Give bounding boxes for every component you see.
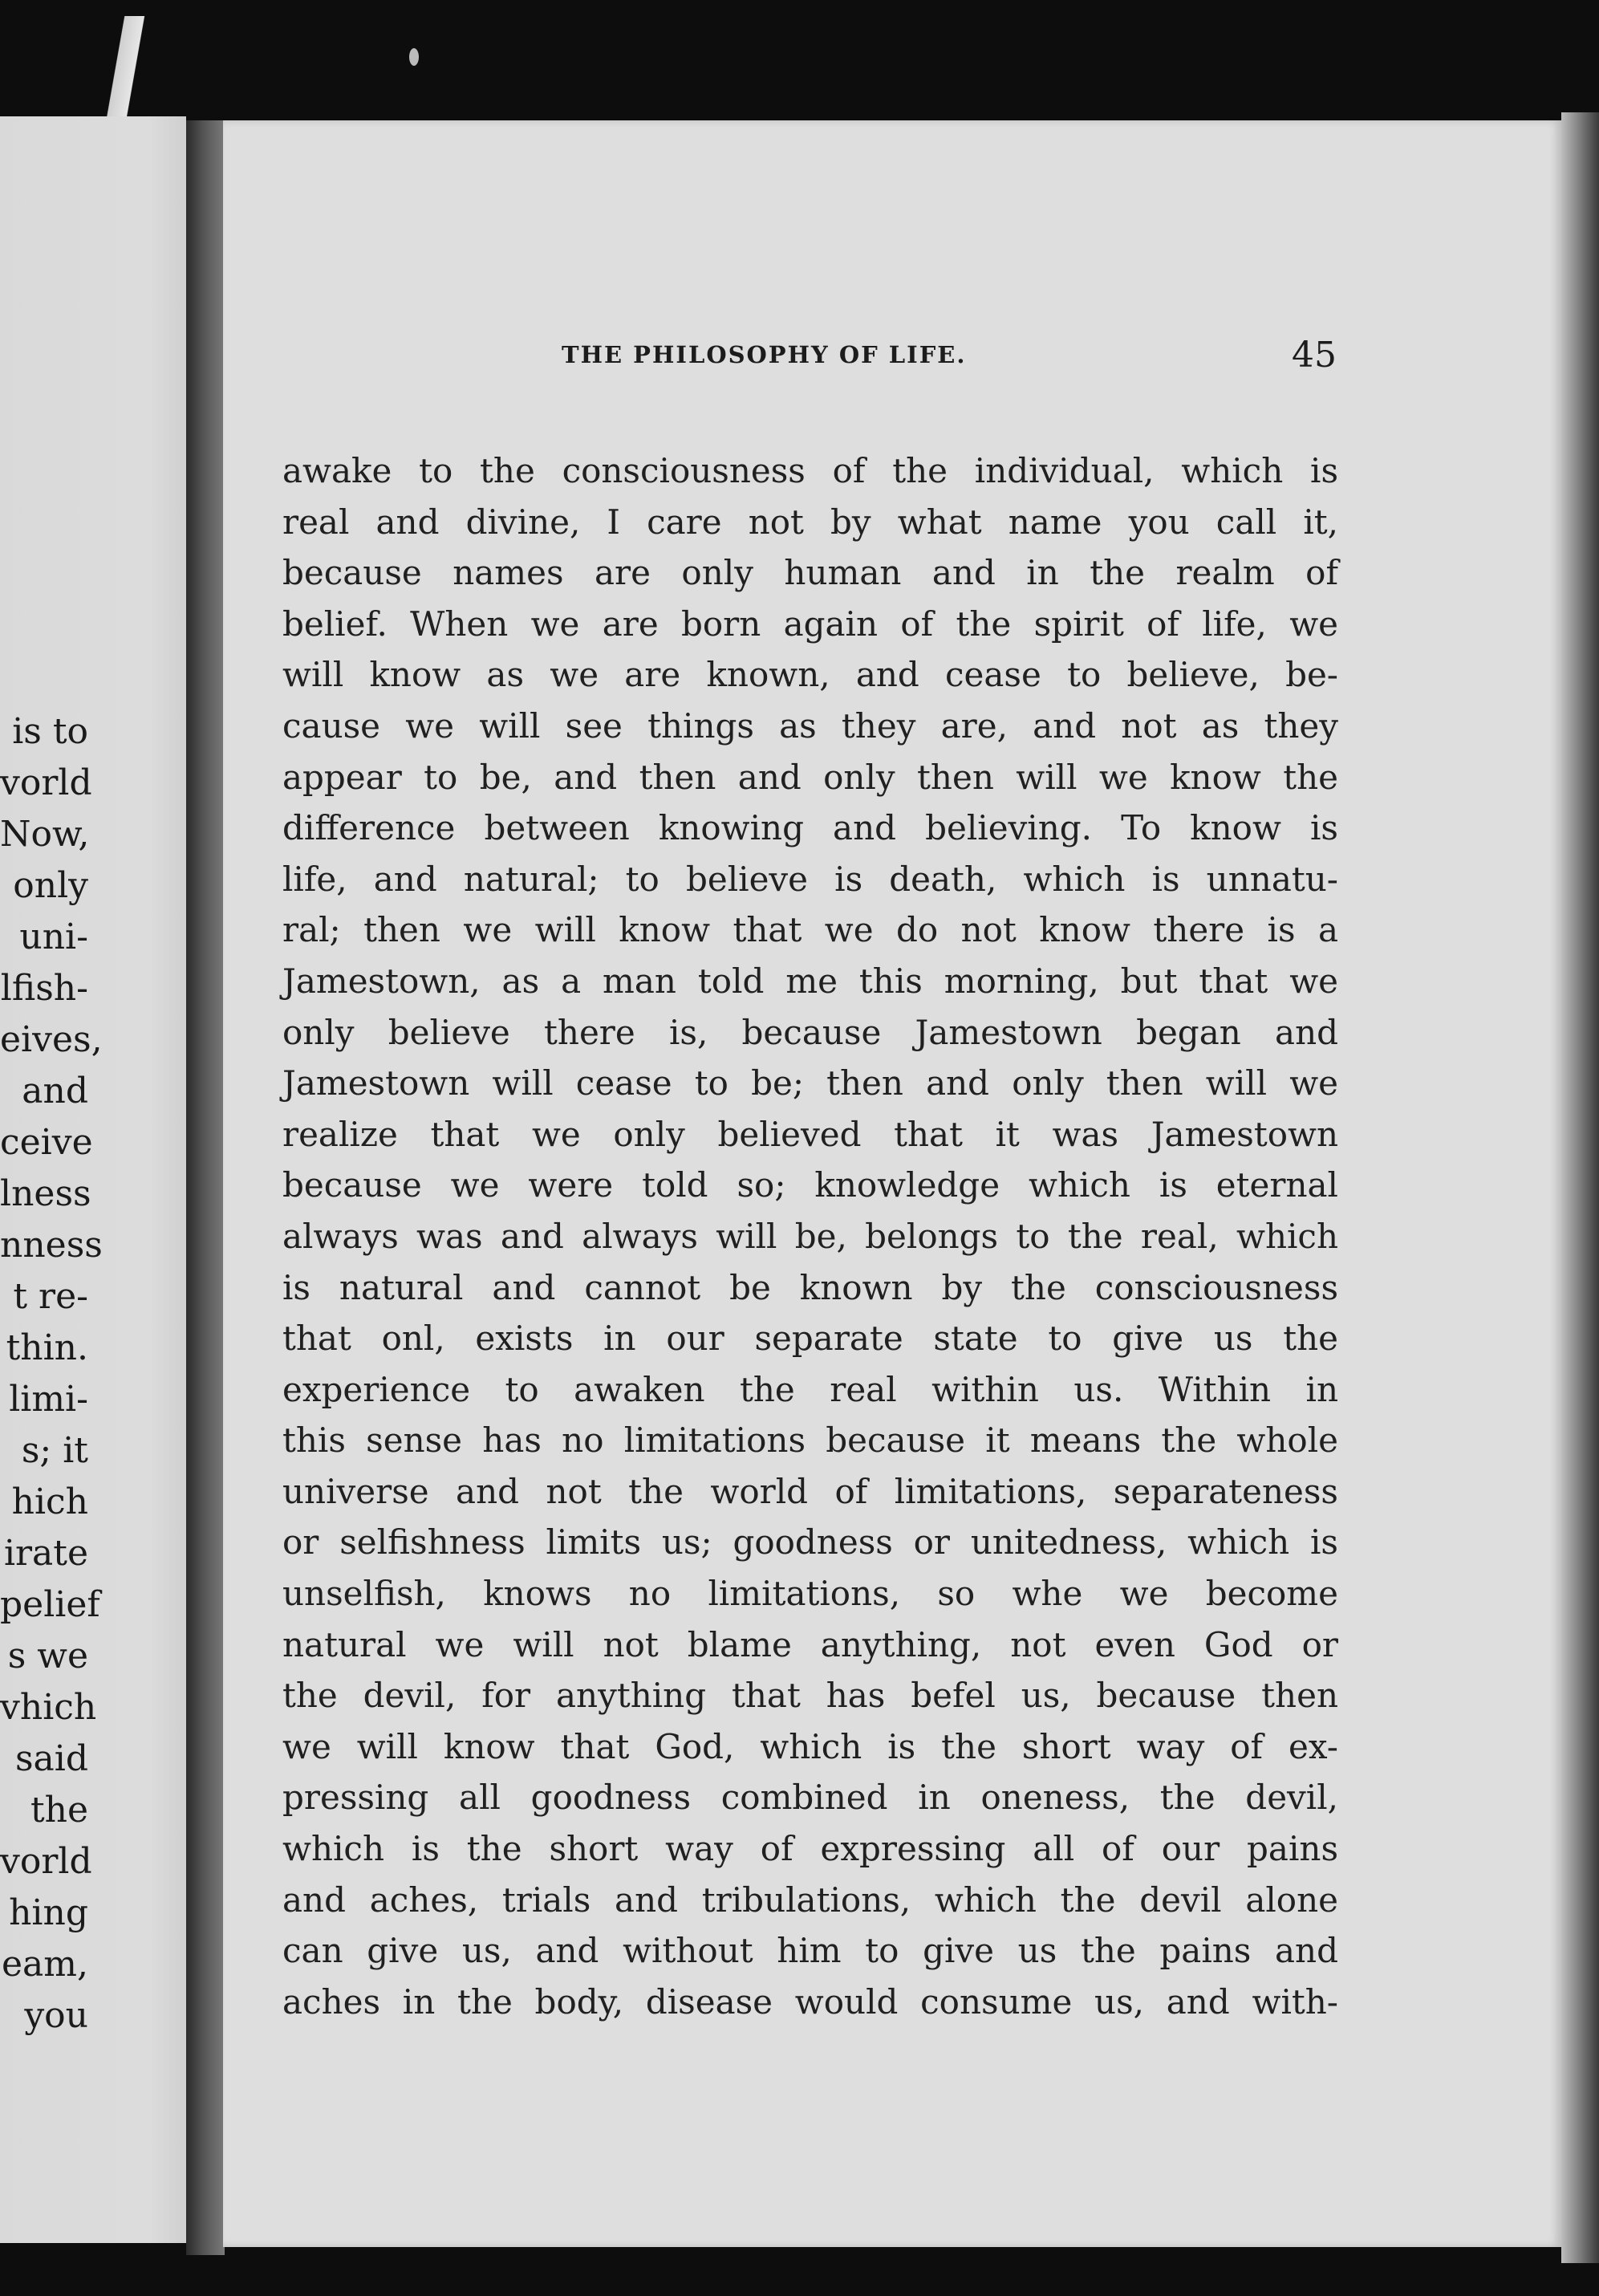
previous-page-line-fragment: is to — [12, 711, 88, 752]
text-line: is natural and cannot be known by the consciousness — [282, 1267, 1338, 1307]
page-body-text — [282, 445, 1338, 2027]
previous-page-line-fragment: and — [22, 1071, 88, 1111]
text-line: we will know that God, which is the short way of ex- — [282, 1726, 1338, 1766]
previous-page-line-fragment: vorld — [0, 1841, 92, 1882]
text-line: which is the short way of expressing all of our pains — [282, 1829, 1338, 1869]
text-line: or selfishness limits us; goodness or unitedness, which is — [282, 1522, 1338, 1562]
previous-page-line-fragment: pelief — [0, 1584, 100, 1625]
previous-page-line-fragment: only — [13, 865, 88, 906]
previous-page-line-fragment: hich — [11, 1481, 88, 1522]
previous-page-line-fragment: s we — [7, 1636, 88, 1676]
text-line: the devil, for anything that has befel us, because then — [282, 1676, 1338, 1716]
text-line: only believe there is, because Jamestown began and — [282, 1012, 1338, 1052]
text-line: belief. When we are born again of the spirit of life, we — [282, 603, 1338, 644]
page-header — [562, 335, 1337, 389]
text-line: cause we will see things as they are, and not as they — [282, 705, 1338, 746]
previous-page-line-fragment: said — [14, 1738, 88, 1779]
previous-page-line-fragment: uni- — [19, 916, 88, 957]
running-head: THE PHILOSOPHY OF LIFE. — [562, 341, 967, 368]
previous-page-line-fragment: t re- — [13, 1276, 88, 1317]
text-line: can give us, and without him to give us the pains and — [282, 1931, 1338, 1971]
page-number: 45 — [1292, 335, 1337, 376]
text-line: real and divine, I care not by what name you call it, — [282, 502, 1338, 542]
text-line: Jamestown, as a man told me this morning, but that we — [282, 961, 1338, 1001]
text-line: ral; then we will know that we do not know there is a — [282, 910, 1338, 950]
previous-page-line-fragment: the — [30, 1790, 88, 1831]
text-line: natural we will not blame anything, not even God or — [282, 1624, 1338, 1664]
text-line: experience to awaken the real within us. Within in — [282, 1369, 1338, 1409]
text-line: always was and always will be, belongs to the real, which — [282, 1216, 1338, 1256]
text-line: aches in the body, disease would consume us, and with- — [282, 1981, 1338, 2022]
previous-page-line-fragment: hing — [9, 1892, 88, 1933]
text-line: will know as we are known, and cease to believe, be- — [282, 655, 1338, 695]
dust-speck — [409, 48, 419, 66]
text-line: this sense has no limitations because it means the whole — [282, 1420, 1338, 1461]
previous-page-line-fragment: Now, — [0, 814, 90, 855]
previous-page-line-fragment: nness — [0, 1225, 103, 1266]
text-line: and aches, trials and tribulations, which the devil alone — [282, 1879, 1338, 1920]
text-line: because we were told so; knowledge which is eternal — [282, 1165, 1338, 1205]
previous-page-line-fragment: vhich — [0, 1687, 97, 1728]
text-line: pressing all goodness combined in oneness, the devil, — [282, 1778, 1338, 1818]
text-line: Jamestown will cease to be; then and only then will we — [282, 1063, 1338, 1103]
text-line: appear to be, and then and only then will we know the — [282, 757, 1338, 797]
text-line: universe and not the world of limitations, separateness — [282, 1471, 1338, 1511]
previous-page-line-fragment: lness — [0, 1173, 91, 1214]
previous-page-line-fragment: ceive — [0, 1122, 93, 1163]
previous-page-line-fragment: eam, — [2, 1944, 88, 1985]
previous-page-line-fragment: s; it — [21, 1430, 88, 1471]
text-line: unselfish, knows no limitations, so whe we become — [282, 1574, 1338, 1614]
text-line: awake to the consciousness of the individual, which is — [282, 451, 1338, 490]
previous-page-line-fragment: limi- — [9, 1379, 88, 1420]
page-corner-artifact — [104, 16, 152, 120]
book-gutter-shadow — [186, 120, 225, 2255]
page-edge — [1561, 112, 1599, 2263]
previous-page-text — [0, 706, 103, 2042]
text-line: difference between knowing and believing. To know is — [282, 808, 1338, 848]
text-line: that onl, exists in our separate state to give us the — [282, 1319, 1338, 1359]
text-line: because names are only human and in the realm of — [282, 553, 1338, 593]
previous-page-line-fragment: irate — [3, 1533, 88, 1574]
text-line: realize that we only believed that it was Jamestown — [282, 1114, 1338, 1154]
previous-page-line-fragment: eives, — [0, 1019, 103, 1060]
previous-page-line-fragment: you — [24, 1995, 88, 2036]
previous-page-line-fragment: vorld — [0, 762, 92, 803]
text-line: life, and natural; to believe is death, which is unnatu- — [282, 859, 1338, 899]
previous-page-line-fragment: thin. — [6, 1327, 88, 1368]
previous-page-line-fragment: lfish- — [0, 968, 88, 1009]
